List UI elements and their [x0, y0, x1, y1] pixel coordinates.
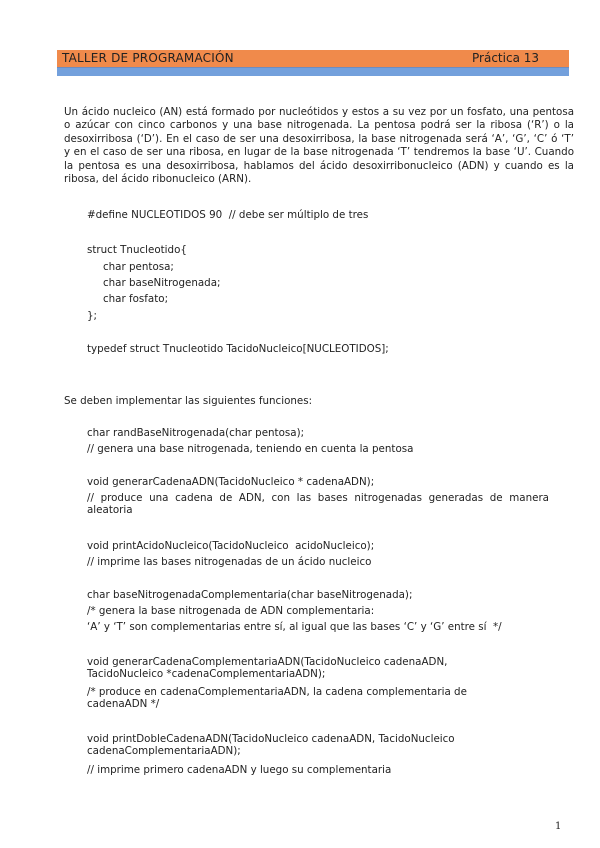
function-comment: ‘A’ y ‘T’ son complementarias entre sí, al igual que las bases ‘C’ y ‘G’ entre sí */ — [87, 621, 502, 633]
code-struct-open: struct Tnucleotido{ — [87, 244, 187, 256]
code-field-pentosa: char pentosa; — [103, 261, 174, 273]
header-title: TALLER DE PROGRAMACIÓN — [62, 51, 234, 65]
function-comment: /* genera la base nitrogenada de ADN complementaria: — [87, 605, 375, 617]
function-signature: void printDobleCadenaADN(TacidoNucleico cadenaADN, TacidoNucleico cadenaComplementariaADN); — [87, 733, 455, 757]
code-field-base: char baseNitrogenada; — [103, 277, 221, 289]
functions-intro: Se deben implementar las siguientes funciones: — [64, 395, 313, 407]
function-comment: /* produce en cadenaComplementariaADN, la cadena complementaria de cadenaADN */ — [87, 686, 467, 710]
code-define: #define NUCLEOTIDOS 90 // debe ser múltiplo de tres — [87, 209, 369, 221]
function-signature: void generarCadenaADN(TacidoNucleico * cadenaADN); — [87, 476, 375, 488]
intro-paragraph: Un ácido nucleico (AN) está formado por nucleótidos y estos a su vez por un fosfato, una pentosa o azúcar con cinco carbonos y una base nitrogenada. La pentosa podrá ser la ribosa (‘R’) o la desoxirribosa (‘D’). En el caso de ser una desoxirribosa, la base nitrogenada será ‘A’, ‘G’, ‘C’ ó ‘T’ y en el caso de ser una ribosa, en lugar de la base nitrogenada ‘T’ tendremos la base ‘U’. Cuando la pentosa es una desoxirribosa, hablamos del ácido desoxirribonucleico (ADN) y cuando es la ribosa, del ácido ribonucleico (ARN). — [64, 106, 574, 186]
header-stripe — [57, 67, 569, 76]
function-signature: void generarCadenaComplementariaADN(TacidoNucleico cadenaADN, TacidoNucleico *cadenaComplementariaADN); — [87, 656, 448, 680]
function-signature: char baseNitrogenadaComplementaria(char baseNitrogenada); — [87, 589, 413, 601]
function-comment: // imprime las bases nitrogenadas de un ácido nucleico — [87, 556, 372, 568]
code-struct-close: }; — [87, 310, 98, 322]
function-comment: // produce una cadena de ADN, con las bases nitrogenadas generadas de manera aleatoria — [87, 492, 549, 516]
function-comment: // imprime primero cadenaADN y luego su complementaria — [87, 764, 392, 776]
code-field-fosfato: char fosfato; — [103, 293, 169, 305]
header-bar — [57, 50, 569, 68]
page-number: 1 — [555, 821, 562, 832]
header-practice: Práctica 13 — [472, 51, 539, 65]
function-signature: char randBaseNitrogenada(char pentosa); — [87, 427, 305, 439]
function-signature: void printAcidoNucleico(TacidoNucleico acidoNucleico); — [87, 540, 375, 552]
function-comment: // genera una base nitrogenada, teniendo en cuenta la pentosa — [87, 443, 414, 455]
code-typedef: typedef struct Tnucleotido TacidoNucleico[NUCLEOTIDOS]; — [87, 343, 389, 355]
